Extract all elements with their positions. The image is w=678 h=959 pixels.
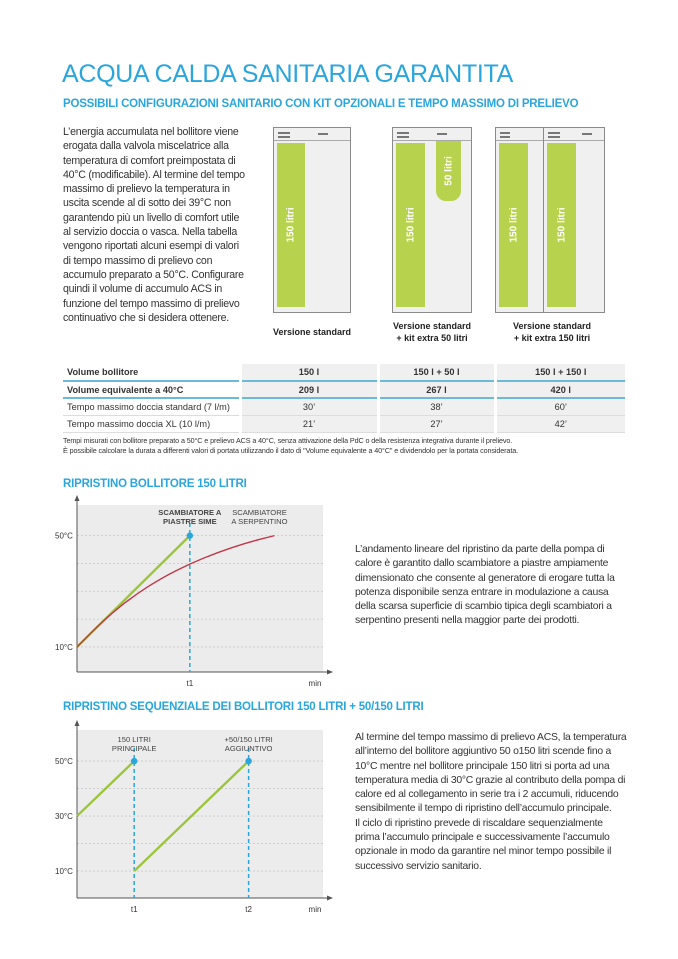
footnote-line: È possibile calcolare la durata a differenti valori di portata utilizzando il dato di "Volume equivalente a 40°C" e dividendolo per la portata considerata. xyxy=(63,446,519,455)
row-header: Tempo massimo doccia standard (7 l/m) xyxy=(63,398,240,415)
y-axis-arrow-icon xyxy=(75,495,80,501)
storage-time-table xyxy=(63,364,625,433)
caption-line: Versione standard xyxy=(512,321,592,331)
x-tick-label: t1 xyxy=(186,679,194,688)
x-tick-label: t1 xyxy=(130,905,138,914)
table-cell: 27’ xyxy=(378,415,495,432)
series-label: PRINCIPALE xyxy=(111,744,157,753)
intro-paragraph: L’energia accumulata nel bollitore viene erogata dalla valvola miscelatrice alla temperatura di comfort preimpostata di 40°C (modificabile). Al termine del tempo massimo di prelievo la temperatura in uscita scende al di sotto dei 39°C non garantendo più un livello di comfort utile al servizio doccia o vasca. Nella tabella vengono riportati alcuni esempi di valori di tempo massimo di prelievo con accumulo preparato a 50°C. Configurare quindi il volume di accumulo ACS in funzione del tempo massimo di prelievo continuativo che si desidera ottenere. xyxy=(63,126,245,324)
footnote-line: Tempi misurati con bollitore preparato a 50°C e prelievo ACS a 40°C, senza attivazione della PdC o della resistenza integrativa durante il prelievo. xyxy=(63,436,513,445)
y-tick-label: 50°C xyxy=(55,757,73,767)
data-point xyxy=(187,532,193,538)
tank-diagram-standard xyxy=(273,127,351,313)
row-header: Volume equivalente a 40°C xyxy=(63,381,240,398)
extra-tank-label: 50 litri xyxy=(443,156,454,186)
section3-paragraph: Al termine del tempo massimo di prelievo ACS, la temperatura all’interno del bollitore aggiuntivo 50 o150 litri scende fino a 10°C mentre nel bollitore principale 150 litri si porta ad una temperatura media di 30°C grazie al contributo della pompa di calore ed al collegamento in serie tra i 2 accumuli, riducendo sensibilmente il tempo di ripristino dell’accumulo principale. Il ciclo di ripristino prevede di riscaldare sequenzialmente prima l’accumulo principale e successivamente l’accumulo opzionale in modo da garantire nel minor tempo possibile il successivo servizio sanitario. xyxy=(355,732,627,872)
table-row xyxy=(63,364,625,381)
table-cell: 60’ xyxy=(495,398,625,415)
caption-line: + kit extra 50 litri xyxy=(396,332,468,343)
tank-label: 150 litri xyxy=(405,207,416,243)
y-tick-label: 10°C xyxy=(55,642,73,652)
y-tick-label: 50°C xyxy=(55,531,73,541)
table-cell: 209 l xyxy=(240,381,378,398)
row-header: Tempo massimo doccia XL (10 l/m) xyxy=(63,415,240,432)
caption-line: Versione standard xyxy=(392,321,472,331)
table-row xyxy=(63,398,625,415)
table-row xyxy=(63,381,625,398)
data-point xyxy=(245,758,251,764)
table-cell: 38’ xyxy=(378,398,495,415)
table-footnote xyxy=(63,436,663,456)
page-title: ACQUA CALDA SANITARIA GARANTITA xyxy=(62,60,513,88)
table-cell: 150 l + 50 l xyxy=(378,364,495,381)
series-label: 150 LITRI xyxy=(117,735,151,744)
table-cell: 42’ xyxy=(495,415,625,432)
data-point xyxy=(131,758,137,764)
caption-line: Versione standard xyxy=(272,327,352,337)
series-label: PIASTRE SIME xyxy=(163,517,217,526)
caption-line: + kit extra 150 litri xyxy=(513,332,591,343)
plot-area xyxy=(77,730,323,898)
table-cell: 150 l xyxy=(240,364,378,381)
config-caption xyxy=(367,321,497,344)
x-axis-label: min xyxy=(308,905,322,914)
x-tick-label: t2 xyxy=(245,905,252,914)
series-label: SCAMBIATORE A xyxy=(158,508,222,517)
chart-ripristino-bollitore xyxy=(50,490,340,700)
y-axis-arrow-icon xyxy=(75,720,80,726)
table-cell: 267 l xyxy=(378,381,495,398)
config-subtitle: POSSIBILI CONFIGURAZIONI SANITARIO CON KIT OPZIONALI E TEMPO MASSIMO DI PRELIEVO xyxy=(63,98,579,110)
table-cell: 21’ xyxy=(240,415,378,432)
section2-paragraph: L’andamento lineare del ripristino da parte della pompa di calore è garantito dallo scambiatore a piastre ampiamente dimensionato che consente al generatore di erogare tutta la potenza disponibile senza entrare in modulazione a causa della scarsa superficie di scambio tipica degli scambiatori a serpentino presenti nella maggior parte dei prodotti. xyxy=(355,544,615,627)
x-axis-arrow-icon xyxy=(327,670,333,675)
series-label: SCAMBIATORE xyxy=(232,508,287,517)
table-cell: 150 l + 150 l xyxy=(495,364,625,381)
row-header: Volume bollitore xyxy=(63,364,240,381)
series-label: +50/150 LITRI xyxy=(224,735,273,744)
x-axis-label: min xyxy=(308,679,322,688)
config-caption xyxy=(247,327,377,339)
tank-label: 150 litri xyxy=(285,207,297,243)
x-axis-arrow-icon xyxy=(327,896,333,901)
series-label: A SERPENTINO xyxy=(231,517,288,526)
tank-label: 150 litri xyxy=(508,207,519,243)
section-title-ripristino: RIPRISTINO BOLLITORE 150 LITRI xyxy=(63,478,247,490)
chart-ripristino-sequenziale xyxy=(50,715,340,920)
tank-diagram-extra-50 xyxy=(392,127,472,313)
series-label: AGGIUNTIVO xyxy=(224,744,273,753)
tank-label: 150 litri xyxy=(556,207,567,243)
table-cell: 420 l xyxy=(495,381,625,398)
table-cell: 30’ xyxy=(240,398,378,415)
tank-diagram-extra-150-right xyxy=(543,127,605,313)
section-title-sequenziale: RIPRISTINO SEQUENZIALE DEI BOLLITORI 150 LITRI + 50/150 LITRI xyxy=(63,701,424,713)
table-row xyxy=(63,415,625,432)
y-tick-label: 10°C xyxy=(55,867,73,877)
tank-diagram-extra-150-left xyxy=(495,127,547,313)
y-tick-label: 30°C xyxy=(55,812,73,822)
config-caption xyxy=(487,321,617,344)
